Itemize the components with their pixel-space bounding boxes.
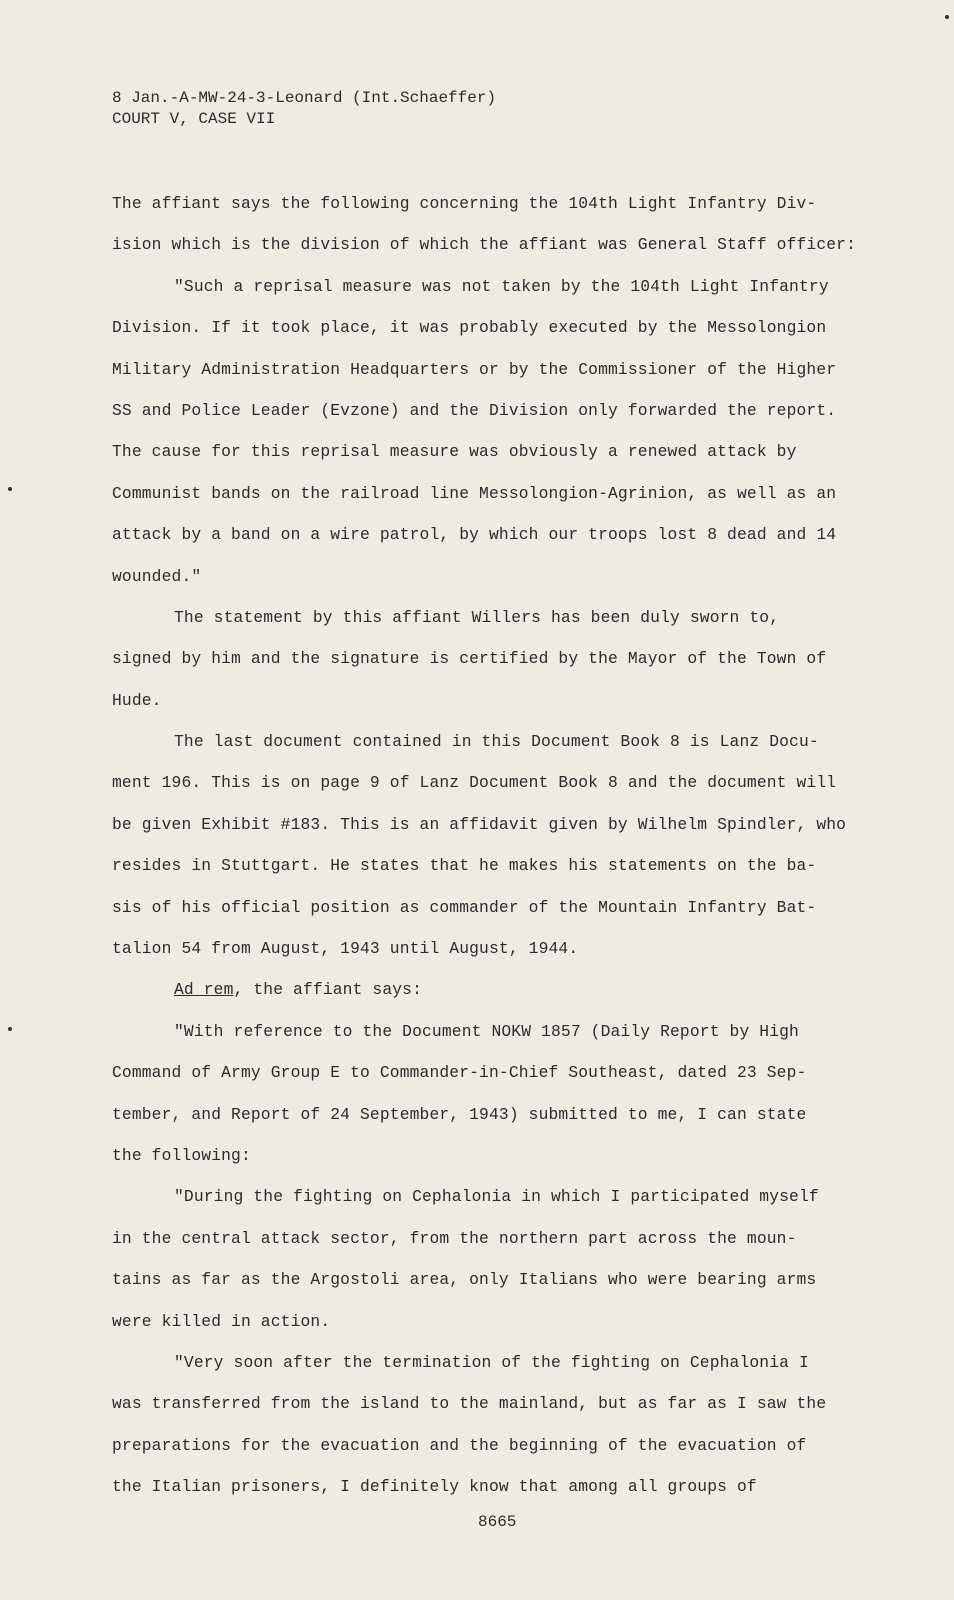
text-line: were killed in action. [112,1311,331,1331]
document-body [112,183,872,1508]
text-line: "During the fighting on Cephalonia in which I participated myself [174,1187,819,1207]
text-line: Ad rem, the affiant says: [174,980,423,1000]
text-line: the following: [112,1145,251,1165]
text-line: The last document contained in this Document Book 8 is Lanz Docu- [174,732,819,752]
text-line: ision which is the division of which the affiant was General Staff officer: [112,235,857,255]
text-line: tember, and Report of 24 September, 1943) submitted to me, I can state [112,1104,807,1124]
text-line: "Such a reprisal measure was not taken by the 104th Light Infantry [174,276,829,296]
margin-mark [945,15,949,19]
page-number: 8665 [478,1513,517,1531]
text-line: The affiant says the following concerning the 104th Light Infantry Div- [112,194,817,213]
text-line: SS and Police Leader (Evzone) and the Division only forwarded the report. [112,400,837,420]
text-line: The cause for this reprisal measure was obviously a renewed attack by [112,442,797,462]
document-header [112,88,496,130]
margin-mark [8,487,12,491]
text-line: Military Administration Headquarters or by the Commissioner of the Higher [112,359,837,379]
text-line: resides in Stuttgart. He states that he makes his statements on the ba- [112,856,817,876]
text-line: preparations for the evacuation and the beginning of the evacuation of [112,1435,807,1455]
text-line: Hude. [112,690,162,710]
text-line: signed by him and the signature is certified by the Mayor of the Town of [112,649,827,669]
header-court-case: COURT V, CASE VII [112,110,276,128]
text-line: Communist bands on the railroad line Messolongion-Agrinion, as well as an [112,483,837,503]
text-line: talion 54 from August, 1943 until August, 1944. [112,939,579,959]
text-line: in the central attack sector, from the northern part across the moun- [112,1228,797,1248]
text-line: tains as far as the Argostoli area, only Italians who were bearing arms [112,1270,817,1290]
text-line: was transferred from the island to the mainland, but as far as I saw the [112,1394,827,1414]
text-line: be given Exhibit #183. This is an affidavit given by Wilhelm Spindler, who [112,814,847,834]
text-line: Division. If it took place, it was probably executed by the Messolongion [112,318,827,338]
margin-mark [8,1027,12,1031]
text-line: ment 196. This is on page 9 of Lanz Document Book 8 and the document will [112,773,837,793]
text-line: "Very soon after the termination of the fighting on Cephalonia I [174,1352,809,1372]
text-line: "With reference to the Document NOKW 1857 (Daily Report by High [174,1021,799,1041]
text-line: the Italian prisoners, I definitely know that among all groups of [112,1477,757,1497]
text-line: wounded." [112,566,202,586]
text-line: attack by a band on a wire patrol, by which our troops lost 8 dead and 14 [112,525,837,545]
underlined-phrase: Ad rem [174,980,234,1000]
header-reference: 8 Jan.-A-MW-24-3-Leonard (Int.Schaeffer) [112,89,497,107]
text-line: sis of his official position as commander of the Mountain Infantry Bat- [112,897,817,917]
text-line: Command of Army Group E to Commander-in-Chief Southeast, dated 23 Sep- [112,1063,807,1083]
text-line: The statement by this affiant Willers has been duly sworn to, [174,607,780,627]
